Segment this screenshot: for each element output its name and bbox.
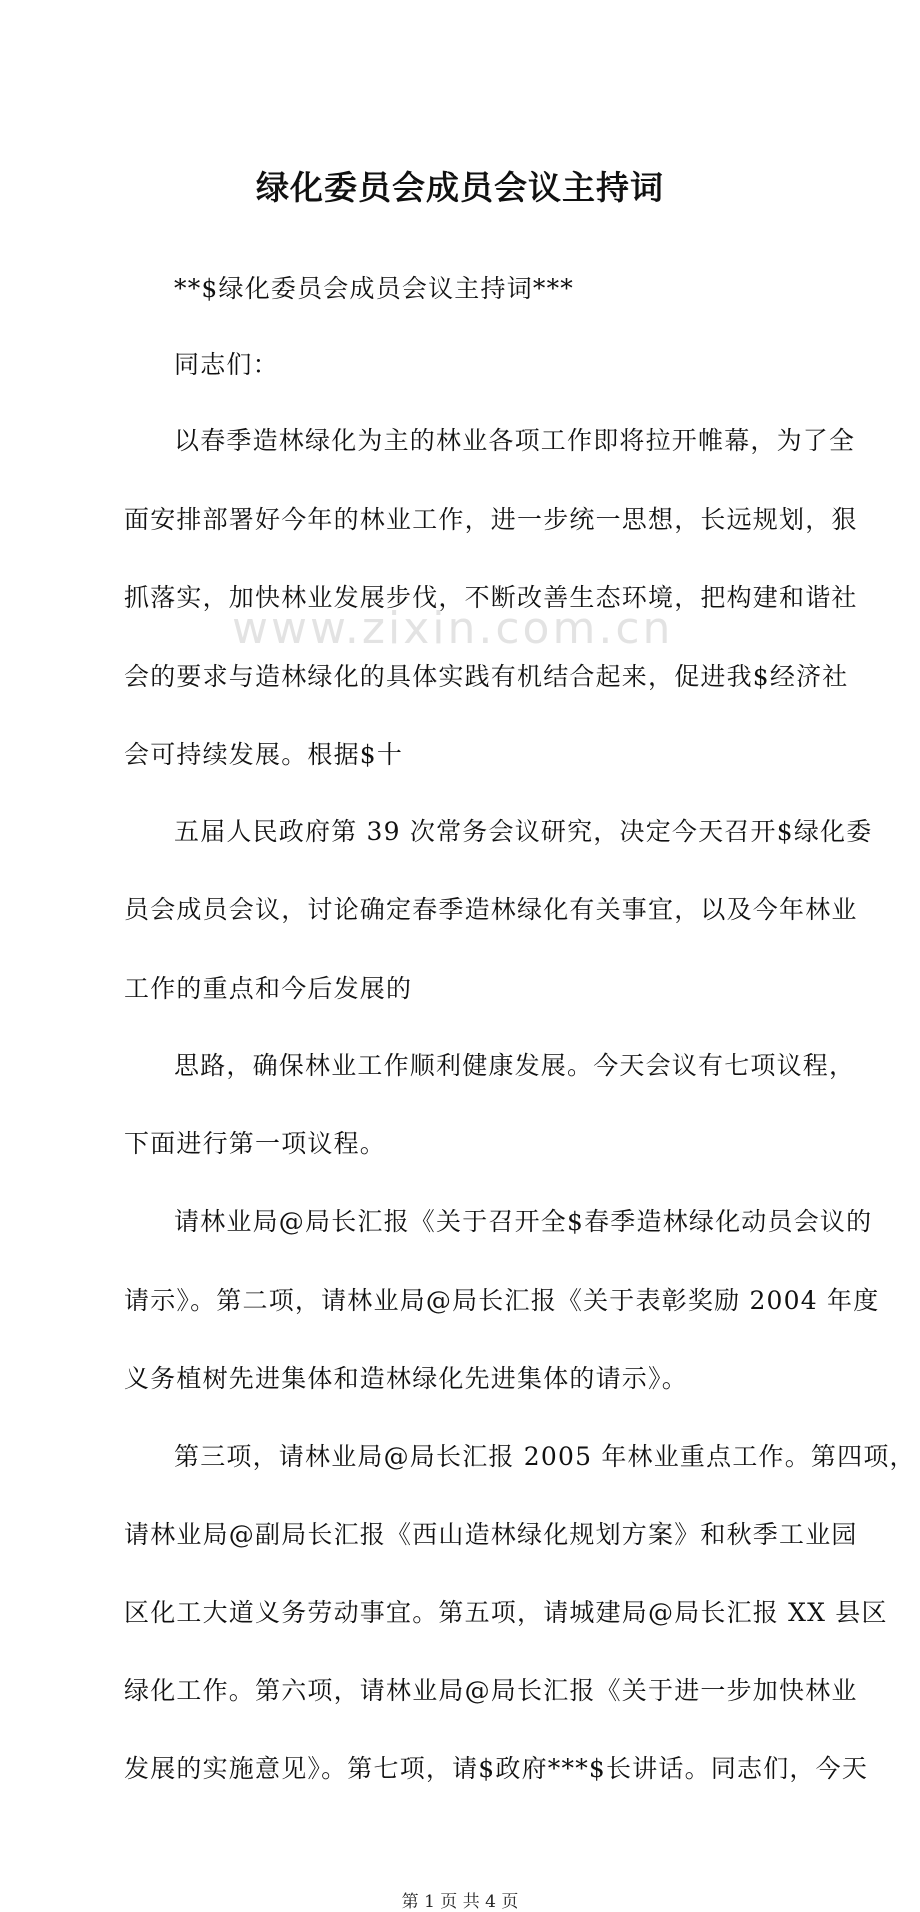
body-line: 义务植树先进集体和造林绿化先进集体的请示》。 xyxy=(124,1364,688,1393)
page-footer: 第 1 页 共 4 页 xyxy=(401,1892,519,1912)
body-line: 五届人民政府第 39 次常务会议研究，决定今天召开$绿化委 xyxy=(174,817,873,846)
salutation: 同志们： xyxy=(174,350,279,379)
body-line: 发展的实施意见》。第七项，请$政府***$长讲话。同志们，今天 xyxy=(124,1754,869,1783)
body-line: 绿化工作。第六项，请林业局@局长汇报《关于进一步加快林业 xyxy=(124,1676,858,1705)
body-line: 下面进行第一项议程。 xyxy=(124,1129,387,1158)
body-line: 请林业局@副局长汇报《西山造林绿化规划方案》和秋季工业园 xyxy=(124,1520,858,1549)
body-line: 请示》。第二项，请林业局@局长汇报《关于表彰奖励 2004 年度 xyxy=(124,1286,880,1315)
watermark: www.zixin.com.cn xyxy=(232,603,674,654)
body-line: 员会成员会议，讨论确定春季造林绿化有关事宜，以及今年林业 xyxy=(124,895,858,924)
body-line: 抓落实，加快林业发展步伐，不断改善生态环境，把构建和谐社 xyxy=(124,583,858,612)
body-line: 请林业局@局长汇报《关于召开全$春季造林绿化动员会议的 xyxy=(174,1207,873,1236)
body-line: 以春季造林绿化为主的林业各项工作即将拉开帷幕，为了全 xyxy=(174,426,856,455)
body-line: 面安排部署好今年的林业工作，进一步统一思想，长远规划，狠 xyxy=(124,505,858,534)
body-line: 工作的重点和今后发展的 xyxy=(124,974,413,1003)
body-line: 第三项，请林业局@局长汇报 2005 年林业重点工作。第四项， xyxy=(174,1442,916,1471)
body-line: 思路，确保林业工作顺利健康发展。今天会议有七项议程， xyxy=(174,1051,856,1080)
subtitle-line: **$绿化委员会成员会议主持词*** xyxy=(174,274,575,303)
body-line: 会可持续发展。根据$十 xyxy=(124,740,404,769)
body-line: 会的要求与造林绿化的具体实践有机结合起来，促进我$经济社 xyxy=(124,662,849,691)
body-line: 区化工大道义务劳动事宜。第五项，请城建局@局长汇报 XX 县区 xyxy=(124,1598,888,1627)
document-title: 绿化委员会成员会议主持词 xyxy=(256,168,664,207)
